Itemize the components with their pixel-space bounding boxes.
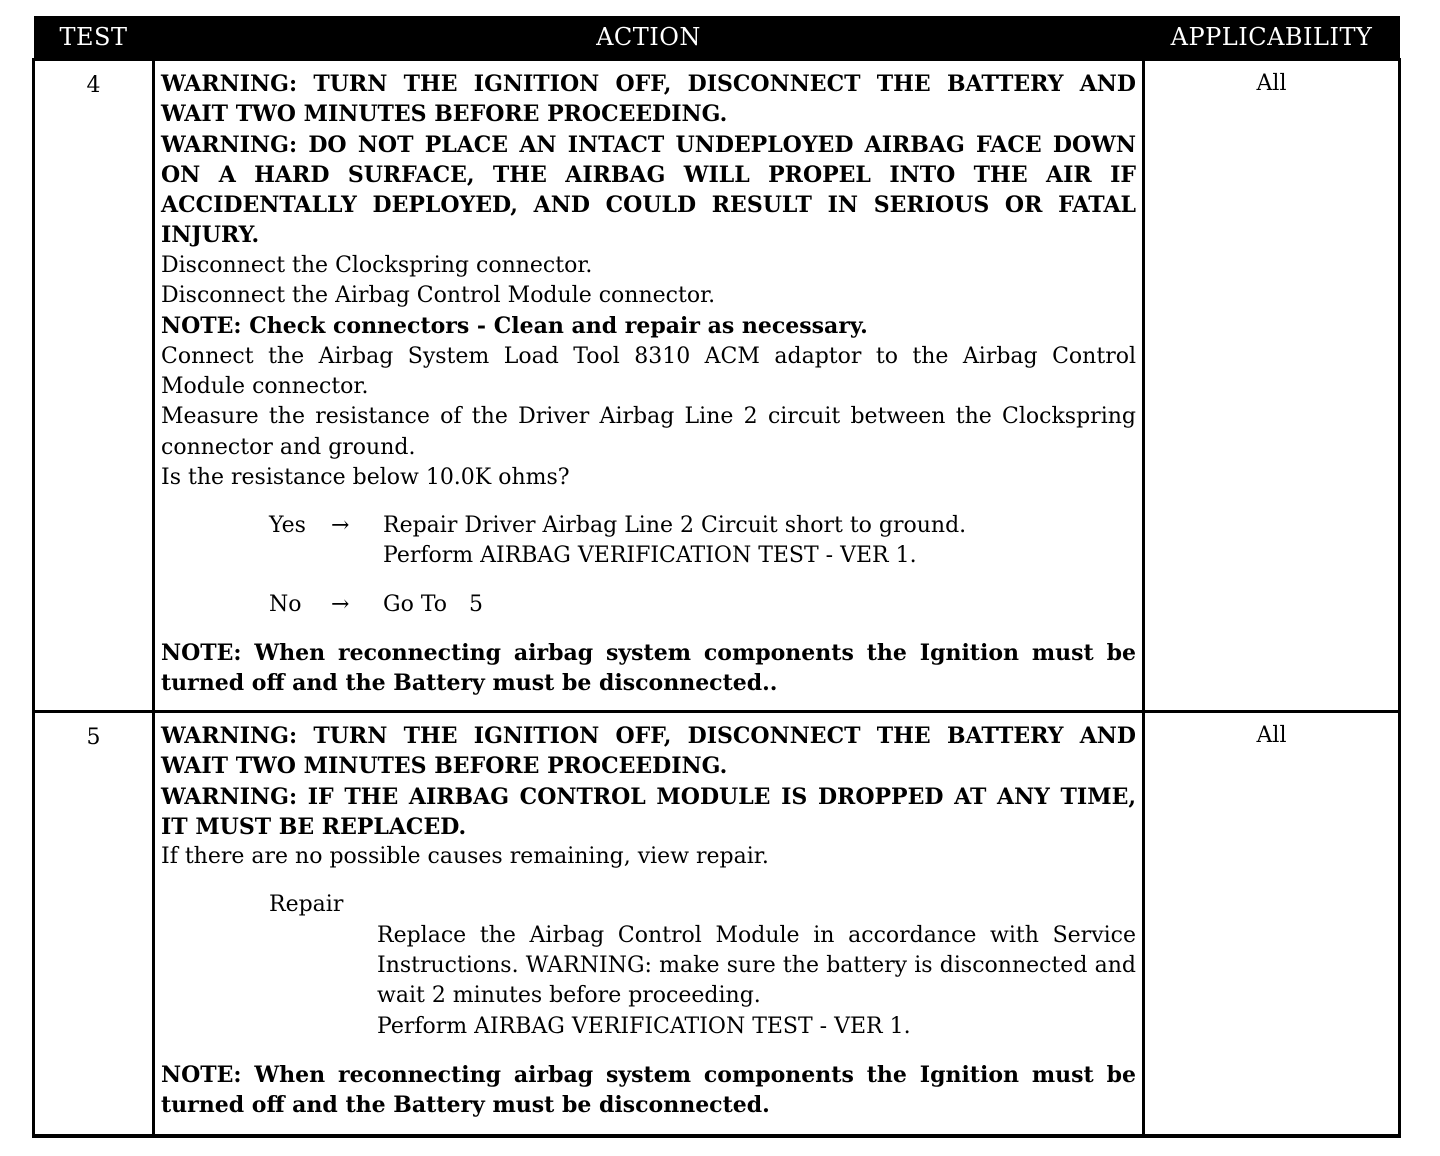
no-option [161,590,1136,620]
action-cell [154,712,1144,1136]
yes-result [383,511,1136,572]
header-action: ACTION [154,16,1144,60]
warning-text: WARNING: DO NOT PLACE AN INTACT UNDEPLOYED AIRBAG FACE DOWN ON A HARD SURFACE, THE AIRBAG WILL PROPEL INTO THE AIR IF ACCIDENTALLY DEPLOYED, AND COULD RESULT IN SERIOUS OR FATAL INJURY. [161,131,1136,249]
applicability-value: All [1144,712,1400,1136]
yes-result-line: Repair Driver Airbag Line 2 Circuit short to ground. [383,513,967,539]
warning-text: WARNING: IF THE AIRBAG CONTROL MODULE IS DROPPED AT ANY TIME, IT MUST BE REPLACED. [161,783,1136,840]
no-result [383,590,1136,620]
table-row-test-5 [34,712,1400,1136]
goto-link[interactable]: 5 [469,591,484,617]
applicability-value: All [1144,60,1400,712]
test-number: 4 [34,60,154,712]
repair-verification: Perform AIRBAG VERIFICATION TEST - VER 1. [377,1013,911,1039]
warning-text: WARNING: TURN THE IGNITION OFF, DISCONNECT THE BATTERY AND WAIT TWO MINUTES BEFORE PROCEEDING. [161,723,1136,780]
goto-text: Go To [383,591,448,617]
no-label: No [269,591,302,617]
header-applicability: APPLICABILITY [1144,16,1400,60]
step-text: Measure the resistance of the Driver Airbag Line 2 circuit between the Clockspring connector and ground. [161,404,1136,460]
header-test: TEST [34,16,154,60]
question-text: Is the resistance below 10.0K ohms? [161,464,570,490]
diagnostic-procedure-page [32,16,1398,1138]
diagnostic-test-table [32,16,1401,1138]
yes-label: Yes [269,513,306,539]
step-text: Disconnect the Airbag Control Module connector. [161,283,716,309]
note-text: NOTE: Check connectors - Clean and repair as necessary. [161,313,868,340]
step-text: Disconnect the Clockspring connector. [161,252,593,278]
step-text: If there are no possible causes remaining, view repair. [161,844,769,870]
step-text: Connect the Airbag System Load Tool 8310 ACM adaptor to the Airbag Control Module connector. [161,343,1136,399]
repair-label: Repair [269,892,344,918]
yes-option [161,511,1136,572]
warning-text: WARNING: TURN THE IGNITION OFF, DISCONNECT THE BATTERY AND WAIT TWO MINUTES BEFORE PROCEEDING. [161,71,1136,128]
table-row-test-4 [34,60,1400,712]
table-header-row [34,16,1400,60]
right-arrow-icon: → [331,591,350,617]
action-cell [154,60,1144,712]
repair-instructions: Replace the Airbag Control Module in accordance with Service Instructions. WARNING: make sure the battery is disconnected and wait 2 minutes before proceeding. [377,922,1136,1009]
test-number: 5 [34,712,154,1136]
yes-result-line: Perform AIRBAG VERIFICATION TEST - VER 1. [383,543,917,569]
note-text: NOTE: When reconnecting airbag system components the Ignition must be turned off and the Battery must be disconnected. [161,1061,1136,1119]
right-arrow-icon: → [331,513,350,539]
note-text: NOTE: When reconnecting airbag system components the Ignition must be turned off and the Battery must be disconnected.. [161,640,1136,697]
